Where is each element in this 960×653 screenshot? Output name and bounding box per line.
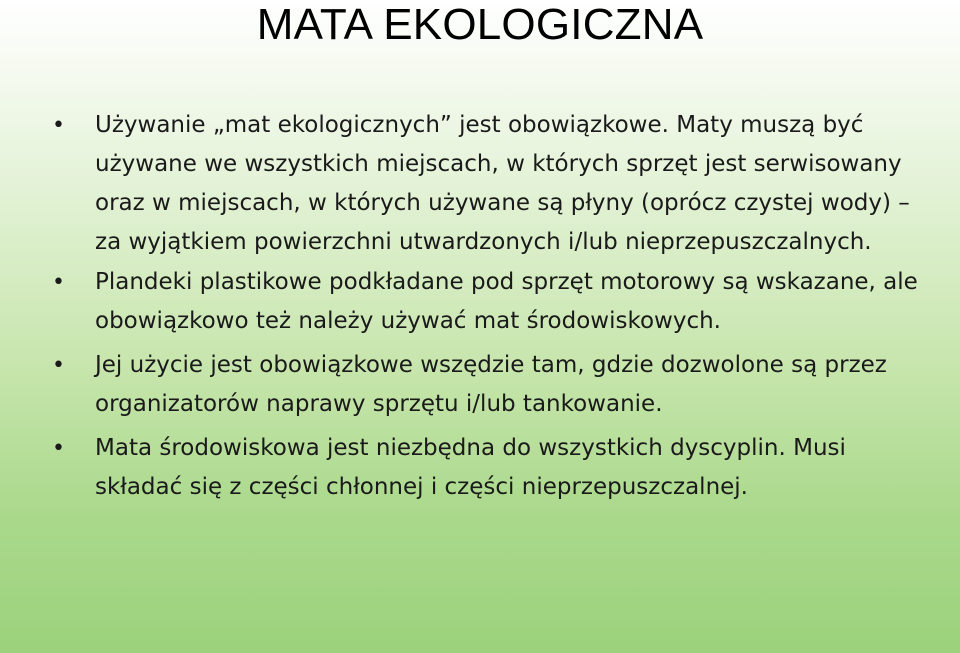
bullet-dot-icon: •: [52, 113, 65, 138]
bullet-item-mat-composition: [52, 429, 922, 507]
bullet-dot-icon: •: [52, 270, 65, 295]
bullet-item-mat-usage: [52, 106, 922, 262]
bullet-dot-icon: •: [52, 353, 65, 378]
bullet-text: Mata środowiskowa jest niezbędna do wszystkich dyscyplin. Musi składać się z części chłonnej i części nieprzepuszczalnej.: [95, 435, 846, 500]
bullet-item-mandatory-use: [52, 346, 922, 424]
bullet-text: Jej użycie jest obowiązkowe wszędzie tam, gdzie dozwolone są przez organizatorów naprawy sprzętu i/lub tankowanie.: [95, 352, 887, 417]
bullet-text: Plandeki plastikowe podkładane pod sprzęt motorowy są wskazane, ale obowiązkowo też należy używać mat środowiskowych.: [95, 269, 918, 334]
bullet-text: Używanie „mat ekologicznych” jest obowiązkowe. Maty muszą być używane we wszystkich miejscach, w których sprzęt jest serwisowany oraz w miejscach, w których używane są płyny (oprócz czystej wody) – za wyjątkiem powierzchni utwardzonych i/lub nieprzepuszczalnych.: [95, 112, 910, 255]
slide-title: MATA EKOLOGICZNA: [256, 0, 704, 49]
bullet-item-plastic-sheets: [52, 263, 922, 341]
bullet-list: [52, 106, 922, 512]
bullet-dot-icon: •: [52, 436, 65, 461]
